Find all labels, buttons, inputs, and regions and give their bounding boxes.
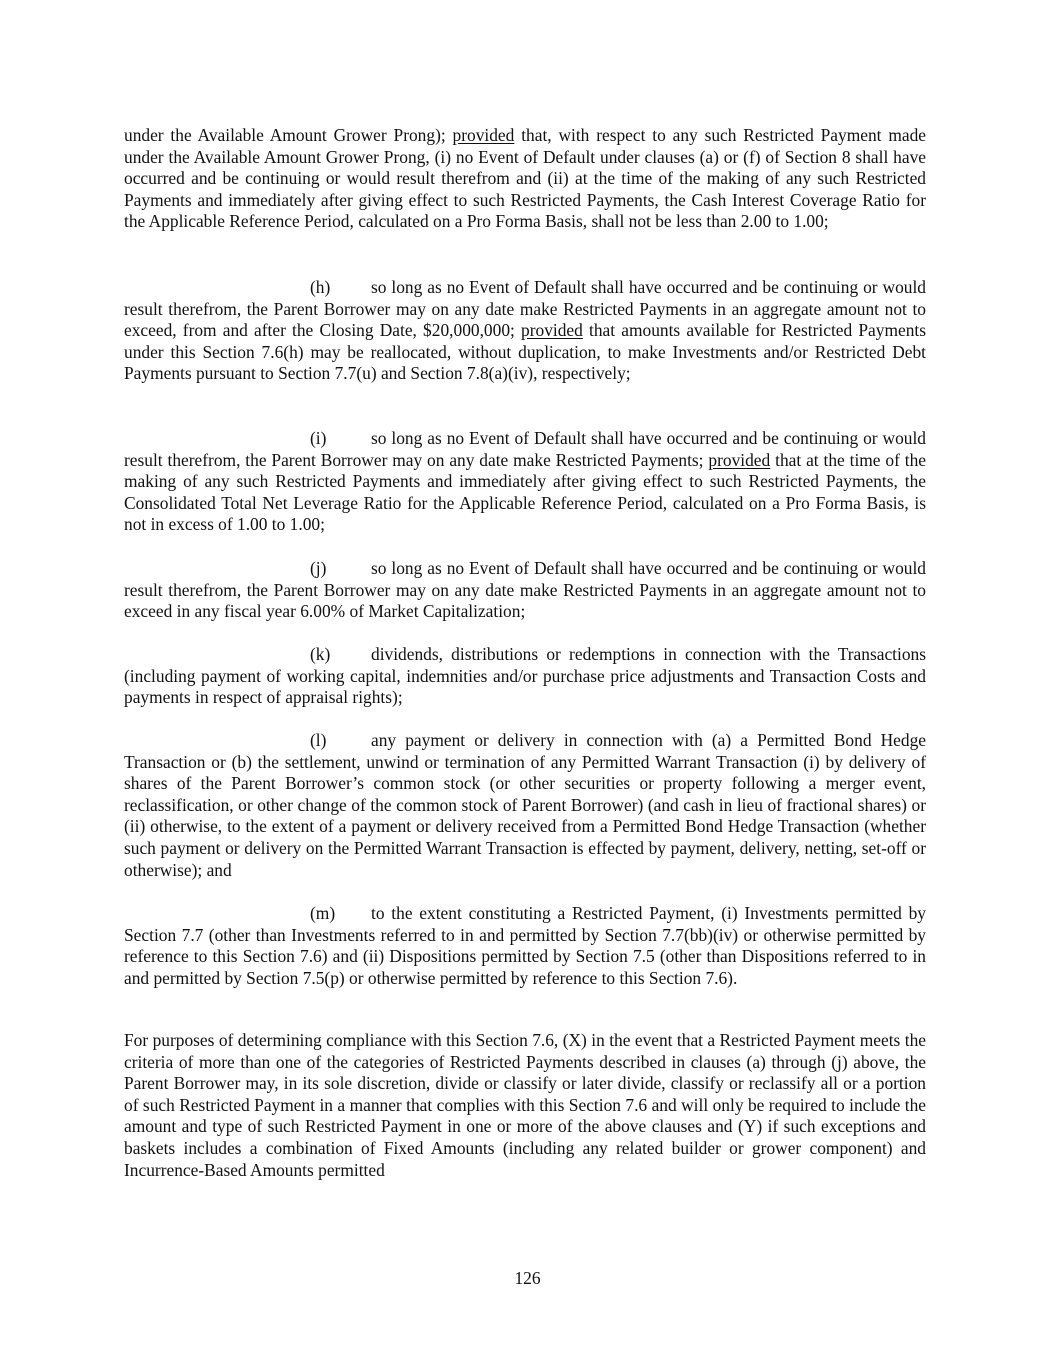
clause-text: so long as no Event of Default shall have occurred and be continuing or would result therefrom, the Parent Borrower may on any date make Restricted Payments; bbox=[124, 428, 926, 470]
clause-text: dividends, distributions or redemptions in connection with the Transactions (including payment of working capital, indemnities and/or purchase price adjustments and Transaction Costs and payments in respect of appraisal rights); bbox=[124, 644, 926, 708]
provided-term: provided bbox=[521, 320, 583, 341]
paragraph-text: that, with respect to any such Restricted Payment made under the Available Amount Grower Prong, (i) no Event of Default under clauses (a) or (f) of Section 8 shall have occurred and be continuing or would result therefrom and (ii) at the time of the making of any such Restricted Payments and immediately after giving effect to such Restricted Payments, the Cash Interest Coverage Ratio for the Applicable Reference Period, calculated on a Pro Forma Basis, shall not be less than 2.00 to 1.00; bbox=[124, 125, 926, 232]
clause-h bbox=[124, 277, 926, 385]
clause-m bbox=[124, 903, 926, 989]
paragraph-continuation bbox=[124, 125, 926, 233]
clause-j bbox=[124, 558, 926, 623]
clause-label: (m) bbox=[310, 903, 336, 923]
paragraph-text: under the Available Amount Grower Prong); bbox=[124, 125, 453, 145]
clause-text: to the extent constituting a Restricted Payment, (i) Investments permitted by Section 7.7 (other than Investments referred to in and permitted by Section 7.7(bb)(iv) or otherwise permitted by reference to this Section 7.6) and (ii) Dispositions permitted by Section 7.5 (other than Dispositions referred to in and permitted by Section 7.5(p) or otherwise permitted by reference to this Section 7.6). bbox=[124, 903, 926, 988]
provided-term: provided bbox=[452, 125, 515, 145]
clause-text: so long as no Event of Default shall have occurred and be continuing or would result therefrom, the Parent Borrower may on any date make Restricted Payments in an aggregate amount not to exceed in any fiscal year 6.00% of Market Capitalization; bbox=[124, 558, 926, 622]
clause-i bbox=[124, 428, 926, 536]
clause-label: (l) bbox=[310, 730, 327, 750]
clause-l bbox=[124, 730, 926, 881]
clause-label: (i) bbox=[310, 428, 327, 448]
clause-label: (h) bbox=[310, 277, 331, 297]
clause-text: that at the time of the making of any such Restricted Payments and immediately after giving effect to such Restricted Payments, the Consolidated Total Net Leverage Ratio for the Applicable Reference Period, calculated on a Pro Forma Basis, is not in excess of 1.00 to 1.00; bbox=[124, 449, 927, 535]
clause-label: (j) bbox=[310, 558, 327, 578]
page-number: 126 bbox=[514, 1268, 541, 1288]
provided-term: provided bbox=[708, 449, 771, 470]
clause-text: that amounts available for Restricted Payments under this Section 7.6(h) may be reallocated, without duplication, to make Investments and/or Restricted Debt Payments pursuant to Section 7.7(u) and Section 7.8(a)(iv), respectively; bbox=[124, 320, 927, 384]
clause-k bbox=[124, 644, 926, 709]
closing-paragraph: For purposes of determining compliance with this Section 7.6, (X) in the event that a Restricted Payment meets the criteria of more than one of the categories of Restricted Payments described in clauses (a) through (j) above, the Parent Borrower may, in its sole discretion, divide or classify or later divide, classify or reclassify all or a portion of such Restricted Payment in a manner that complies with this Section 7.6 and will only be required to include the amount and type of such Restricted Payment in one or more of the above clauses and (Y) if such exceptions and baskets includes a combination of Fixed Amounts (including any related builder or grower component) and Incurrence-Based Amounts permitted bbox=[124, 1030, 926, 1180]
clause-label: (k) bbox=[310, 644, 331, 664]
clause-text: so long as no Event of Default shall have occurred and be continuing or would result therefrom, the Parent Borrower may on any date make Restricted Payments in an aggregate amount not to exceed, from and after the Closing Date, $20,000,000; bbox=[124, 277, 926, 341]
clause-text: any payment or delivery in connection with (a) a Permitted Bond Hedge Transaction or (b) the settlement, unwind or termination of any Permitted Warrant Transaction (i) by delivery of shares of the Parent Borrower’s common stock (or other securities or property following a merger event, reclassification, or other change of the common stock of Parent Borrower) (and cash in lieu of fractional shares) or (ii) otherwise, to the extent of a payment or delivery received from a Permitted Bond Hedge Transaction (whether such payment or delivery on the Permitted Warrant Transaction is effected by payment, delivery, netting, set-off or otherwise); and bbox=[124, 730, 926, 880]
